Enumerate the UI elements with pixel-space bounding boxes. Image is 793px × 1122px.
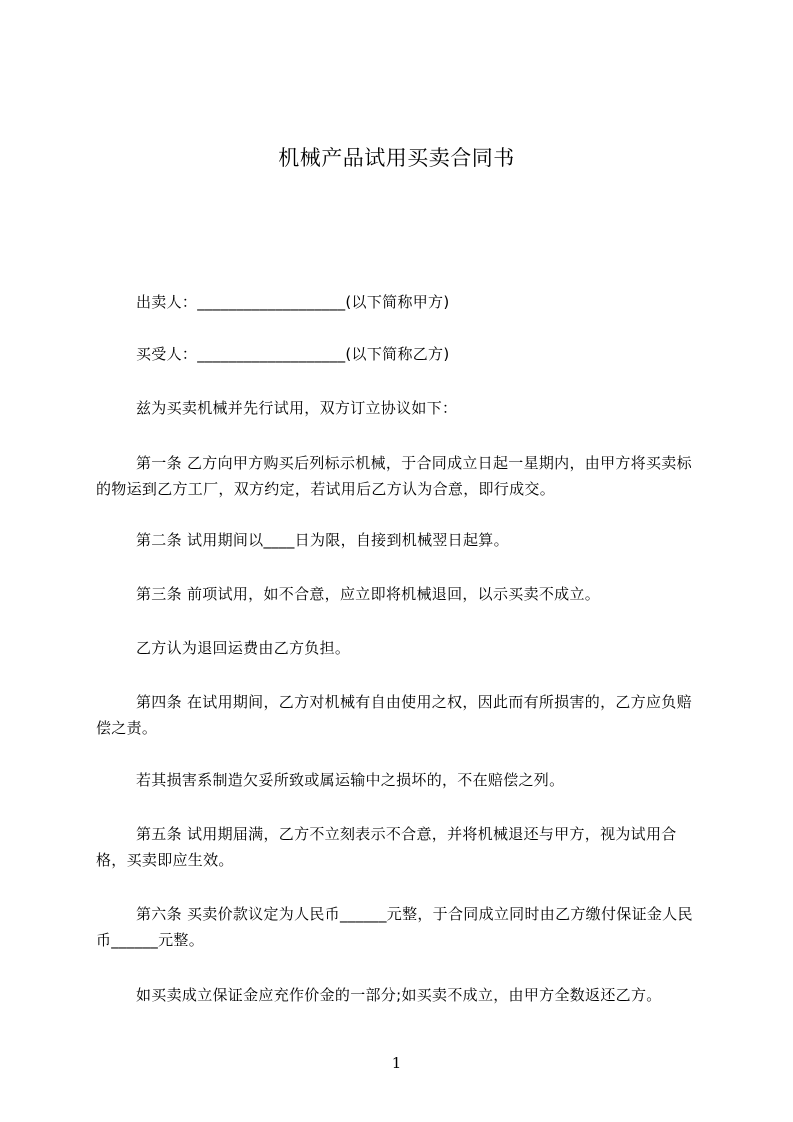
paragraph-article-4: 第四条 在试用期间，乙方对机械有自由使用之权，因此而有所损害的，乙方应负赔偿之责。 — [96, 693, 692, 737]
paragraph-return-freight: 乙方认为退回运费由乙方负担。 — [136, 639, 351, 657]
paragraph-deposit: 如买卖成立保证金应充作价金的一部分;如买卖不成立，由甲方全数返还乙方。 — [136, 986, 662, 1004]
paragraph-article-1: 第一条 乙方向甲方购买后列标示机械，于合同成立日起一星期内，由甲方将买卖标的物运到乙方工厂，双方约定，若试用后乙方认为合意，即行成交。 — [96, 454, 692, 498]
document-title: 机械产品试用买卖合同书 — [278, 146, 515, 170]
paragraph-buyer: 买受人：___________________(以下简称乙方) — [136, 345, 450, 363]
paragraph-article-2: 第二条 试用期间以____日为限，自接到机械翌日起算。 — [136, 531, 509, 549]
paragraph-article-3: 第三条 前项试用，如不合意，应立即将机械退回，以示买卖不成立。 — [136, 585, 601, 603]
paragraph-article-5: 第五条 试用期届满，乙方不立刻表示不合意，并将机械退还与甲方，视为试用合格，买卖即应生效。 — [96, 825, 677, 869]
paragraph-preamble: 兹为买卖机械并先行试用，双方订立协议如下： — [136, 399, 458, 417]
paragraph-damage-exception: 若其损害系制造欠妥所致或属运输中之损坏的，不在赔偿之列。 — [136, 771, 565, 789]
paragraph-article-6: 第六条 买卖价款议定为人民币______元整，于合同成立同时由乙方缴付保证金人民币______元整。 — [96, 905, 693, 949]
paragraph-seller: 出卖人：___________________(以下简称甲方) — [136, 293, 450, 311]
page-number: 1 — [391, 1054, 402, 1072]
